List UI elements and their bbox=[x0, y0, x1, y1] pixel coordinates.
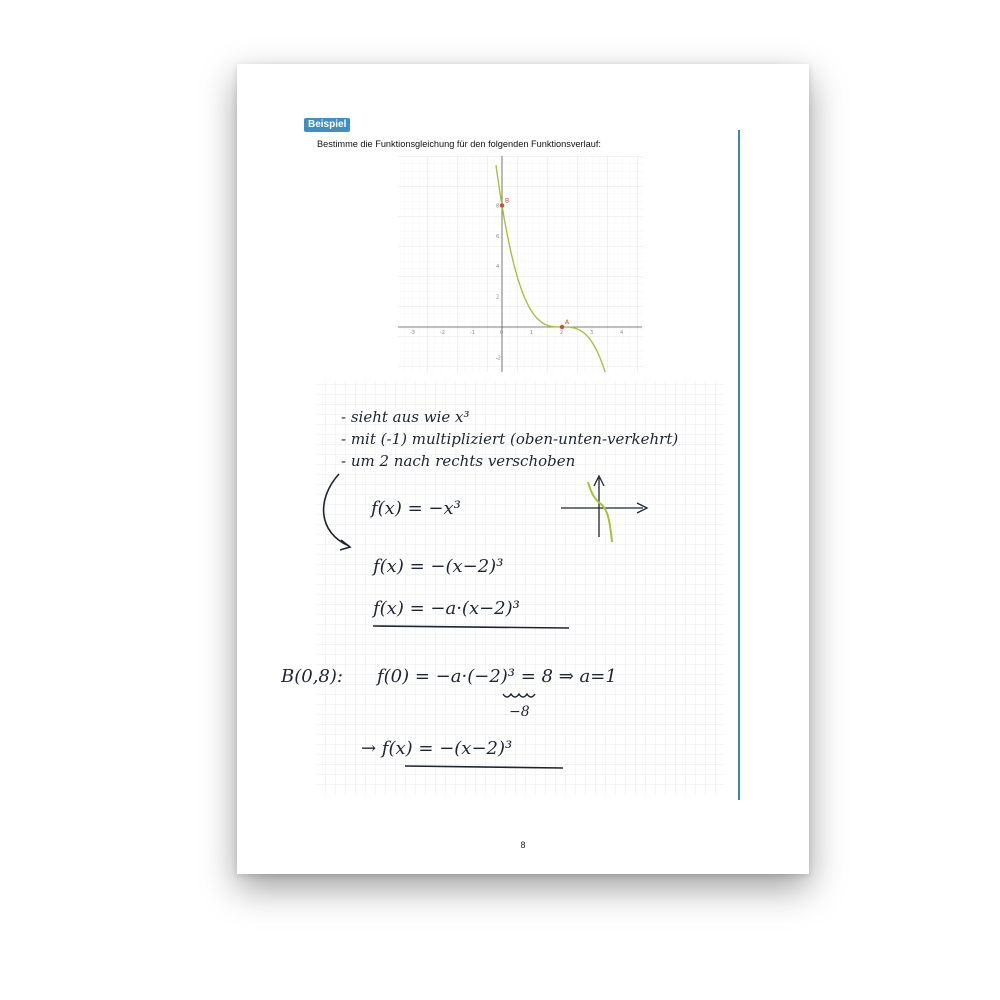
task-text: Bestimme die Funktionsgleichung für den folgenden Funktionsverlauf: bbox=[317, 139, 601, 149]
page-number: 8 bbox=[520, 840, 526, 850]
point-b-label: B(0,8): bbox=[281, 666, 343, 687]
x-tick-label: 1 bbox=[530, 330, 534, 336]
graph-point-a bbox=[560, 325, 564, 329]
y-tick-label: 6 bbox=[496, 233, 500, 240]
graph-point-label: B bbox=[505, 197, 510, 205]
final-equation: → f(x) = −(x−2)³ bbox=[361, 738, 513, 759]
note-bullet-1: - sieht aus wie x³ bbox=[341, 408, 470, 426]
underbrace-value: −8 bbox=[509, 704, 530, 720]
x-tick-label: 3 bbox=[590, 330, 594, 336]
graph-grid bbox=[398, 156, 644, 372]
x-tick-label: -3 bbox=[410, 330, 415, 336]
note-bullet-2: - mit (-1) multipliziert (oben-unten-verkehrt) bbox=[341, 430, 679, 448]
y-tick-label: -2 bbox=[496, 355, 501, 362]
x-tick-label: -2 bbox=[440, 330, 445, 336]
equation-4: f(0) = −a·(−2)³ = 8 ⇒ a=1 bbox=[377, 666, 617, 687]
y-tick-label: 2 bbox=[496, 294, 500, 301]
example-badge: Beispiel bbox=[304, 118, 350, 132]
equation-2: f(x) = −(x−2)³ bbox=[373, 556, 504, 577]
document-page bbox=[237, 64, 809, 874]
handwritten-notes bbox=[281, 382, 741, 802]
equation-1: f(x) = −x³ bbox=[371, 498, 461, 519]
equation-3: f(x) = −a·(x−2)³ bbox=[373, 598, 520, 619]
y-tick-label: 4 bbox=[496, 264, 500, 271]
function-graph bbox=[398, 156, 644, 372]
graph-point-b bbox=[500, 203, 504, 207]
graph-point-label: A bbox=[565, 319, 570, 326]
note-bullet-3: - um 2 nach rechts verschoben bbox=[341, 452, 576, 470]
x-tick-label: 4 bbox=[620, 330, 624, 336]
x-tick-label: 0 bbox=[500, 330, 504, 336]
x-tick-label: 2 bbox=[560, 330, 564, 336]
x-tick-label: -1 bbox=[470, 330, 475, 336]
y-tick-label: 8 bbox=[496, 203, 500, 210]
